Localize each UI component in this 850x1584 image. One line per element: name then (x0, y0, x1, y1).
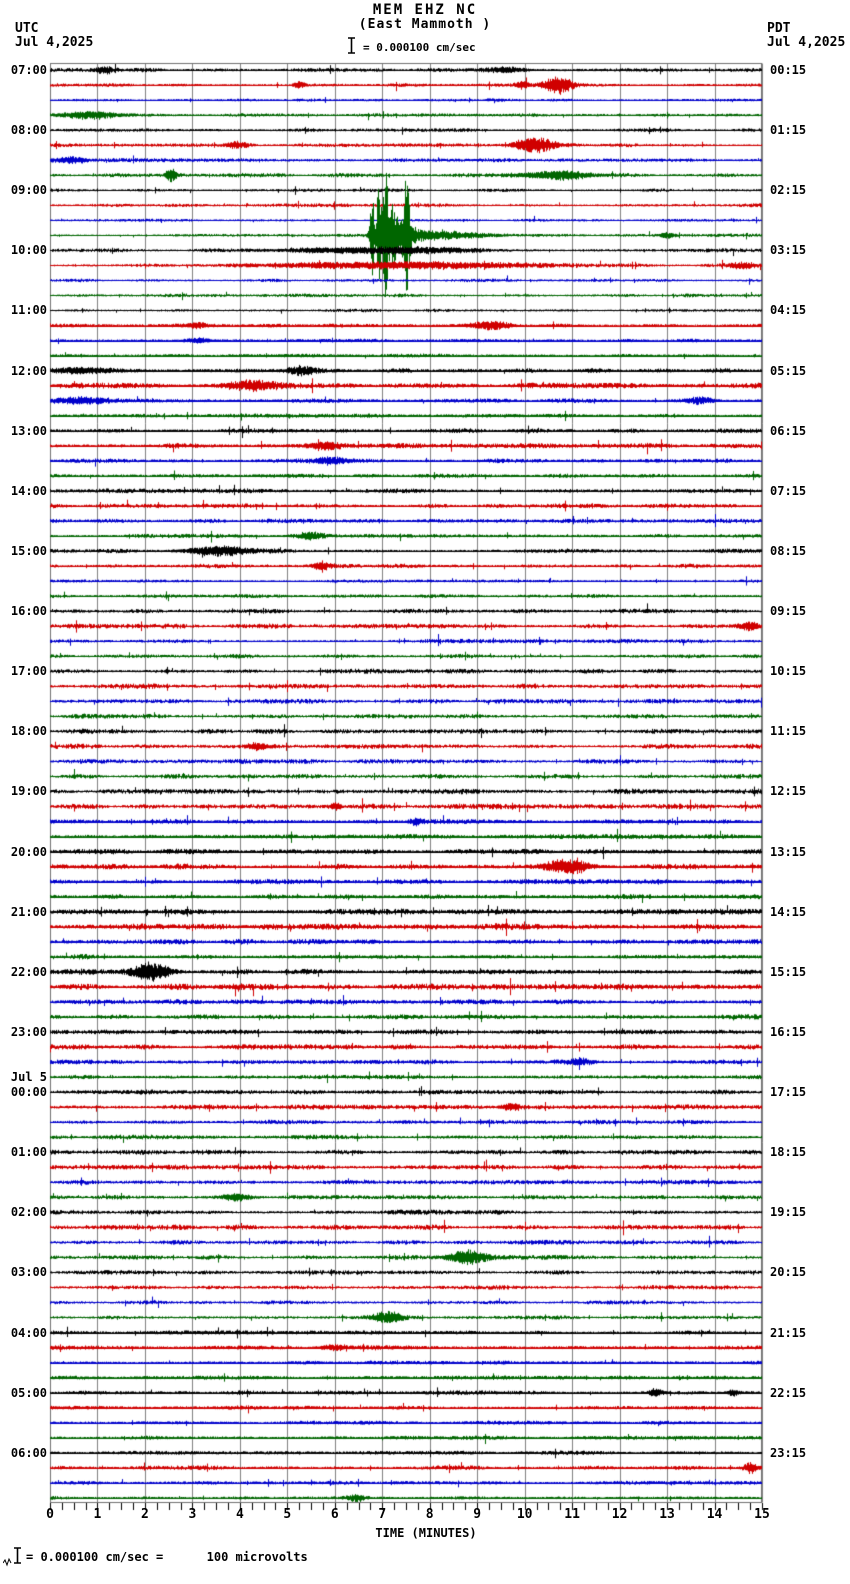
utc-hour-label: 00:00 (10, 1085, 47, 1100)
pdt-hour-label: 05:15 (770, 363, 807, 378)
utc-hour-label: 21:00 (10, 904, 47, 919)
scale-label: = 0.000100 cm/sec (363, 41, 476, 54)
x-axis-tick-label: 15 (754, 1507, 770, 1522)
x-axis-tick-label: 5 (283, 1507, 292, 1522)
utc-hour-label: 11:00 (10, 303, 47, 318)
x-axis-tick-label: 1 (93, 1507, 102, 1522)
scale-bar-icon-footer (13, 1547, 22, 1568)
x-axis-tick-label: 8 (425, 1507, 434, 1522)
utc-hour-label: 02:00 (10, 1205, 47, 1220)
footer-scale-note: = 0.000100 cm/sec = 100 microvolts (26, 1550, 308, 1564)
x-axis-tick-label: 9 (473, 1507, 482, 1522)
x-axis-tick-label: 11 (564, 1507, 580, 1522)
pdt-hour-label: 23:15 (770, 1445, 807, 1460)
pdt-hour-label: 15:15 (770, 964, 807, 979)
x-axis-tick-label: 12 (611, 1507, 628, 1522)
right-timezone-label: PDT (767, 21, 791, 36)
x-axis-tick-label: 13 (659, 1507, 675, 1522)
station-site-name: (East Mammoth ) (358, 17, 492, 32)
utc-hour-label: 23:00 (10, 1024, 47, 1039)
pdt-hour-label: 02:15 (770, 183, 807, 198)
pdt-hour-label: 00:15 (770, 63, 807, 77)
pdt-hour-label: 20:15 (770, 1265, 807, 1280)
utc-hour-label: 17:00 (10, 664, 47, 679)
utc-hour-label: 01:00 (10, 1145, 47, 1160)
station-title: MEM EHZ NC (372, 2, 478, 18)
utc-hour-label: 05:00 (10, 1385, 47, 1400)
x-axis-tick-label: 2 (141, 1507, 149, 1522)
utc-hour-label: 06:00 (10, 1445, 47, 1460)
pdt-hour-label: 04:15 (770, 303, 807, 318)
x-axis-tick-label: 0 (46, 1507, 54, 1522)
pdt-hour-label: 08:15 (770, 543, 807, 558)
utc-hour-label: 10:00 (10, 243, 47, 258)
right-date-label: Jul 4,2025 (767, 35, 846, 50)
pdt-hour-label: 14:15 (770, 904, 807, 919)
utc-hour-label: 22:00 (10, 964, 47, 979)
x-axis-tick-label: 6 (330, 1507, 339, 1522)
waveform-icon (3, 1552, 12, 1571)
x-axis-tick-label: 14 (706, 1507, 723, 1522)
utc-hour-label: 15:00 (10, 543, 47, 558)
pdt-hour-label: 18:15 (770, 1145, 807, 1160)
pdt-hour-label: 13:15 (770, 844, 807, 859)
utc-hour-label: 16:00 (10, 604, 47, 619)
pdt-hour-label: 12:15 (770, 784, 807, 799)
utc-hour-label: 08:00 (10, 123, 47, 138)
pdt-hour-label: 06:15 (770, 423, 807, 438)
utc-hour-label: 09:00 (10, 183, 47, 198)
x-axis-tick-label: 4 (235, 1507, 244, 1522)
pdt-hour-label: 09:15 (770, 604, 807, 619)
utc-hour-label: 14:00 (10, 483, 47, 498)
pdt-hour-label: 07:15 (770, 483, 807, 498)
pdt-hour-label: 22:15 (770, 1385, 807, 1400)
utc-rollover-date-label: Jul 5 (10, 1070, 47, 1085)
utc-hour-label: 20:00 (10, 844, 47, 859)
pdt-hour-label: 17:15 (770, 1085, 807, 1100)
left-date-label: Jul 4,2025 (15, 35, 94, 50)
pdt-hour-label: 16:15 (770, 1024, 807, 1039)
pdt-hour-label: 11:15 (770, 724, 807, 739)
utc-hour-label: 19:00 (10, 784, 47, 799)
x-axis-tick-label: 7 (378, 1507, 387, 1522)
scale-bar-icon (347, 37, 356, 58)
pdt-hour-label: 10:15 (770, 664, 807, 679)
utc-hour-label: 04:00 (10, 1325, 47, 1340)
utc-hour-label: 07:00 (10, 63, 47, 77)
x-axis-tick-label: 10 (516, 1507, 533, 1522)
pdt-hour-label: 21:15 (770, 1325, 807, 1340)
utc-hour-label: 13:00 (10, 423, 47, 438)
utc-hour-label: 03:00 (10, 1265, 47, 1280)
left-timezone-label: UTC (15, 21, 39, 36)
utc-hour-label: 12:00 (10, 363, 47, 378)
pdt-hour-label: 01:15 (770, 123, 807, 138)
x-axis-tick-label: 3 (188, 1507, 197, 1522)
pdt-hour-label: 03:15 (770, 243, 807, 258)
utc-hour-label: 18:00 (10, 724, 47, 739)
pdt-hour-label: 19:15 (770, 1205, 807, 1220)
x-axis-title: TIME (MINUTES) (375, 1526, 477, 1540)
